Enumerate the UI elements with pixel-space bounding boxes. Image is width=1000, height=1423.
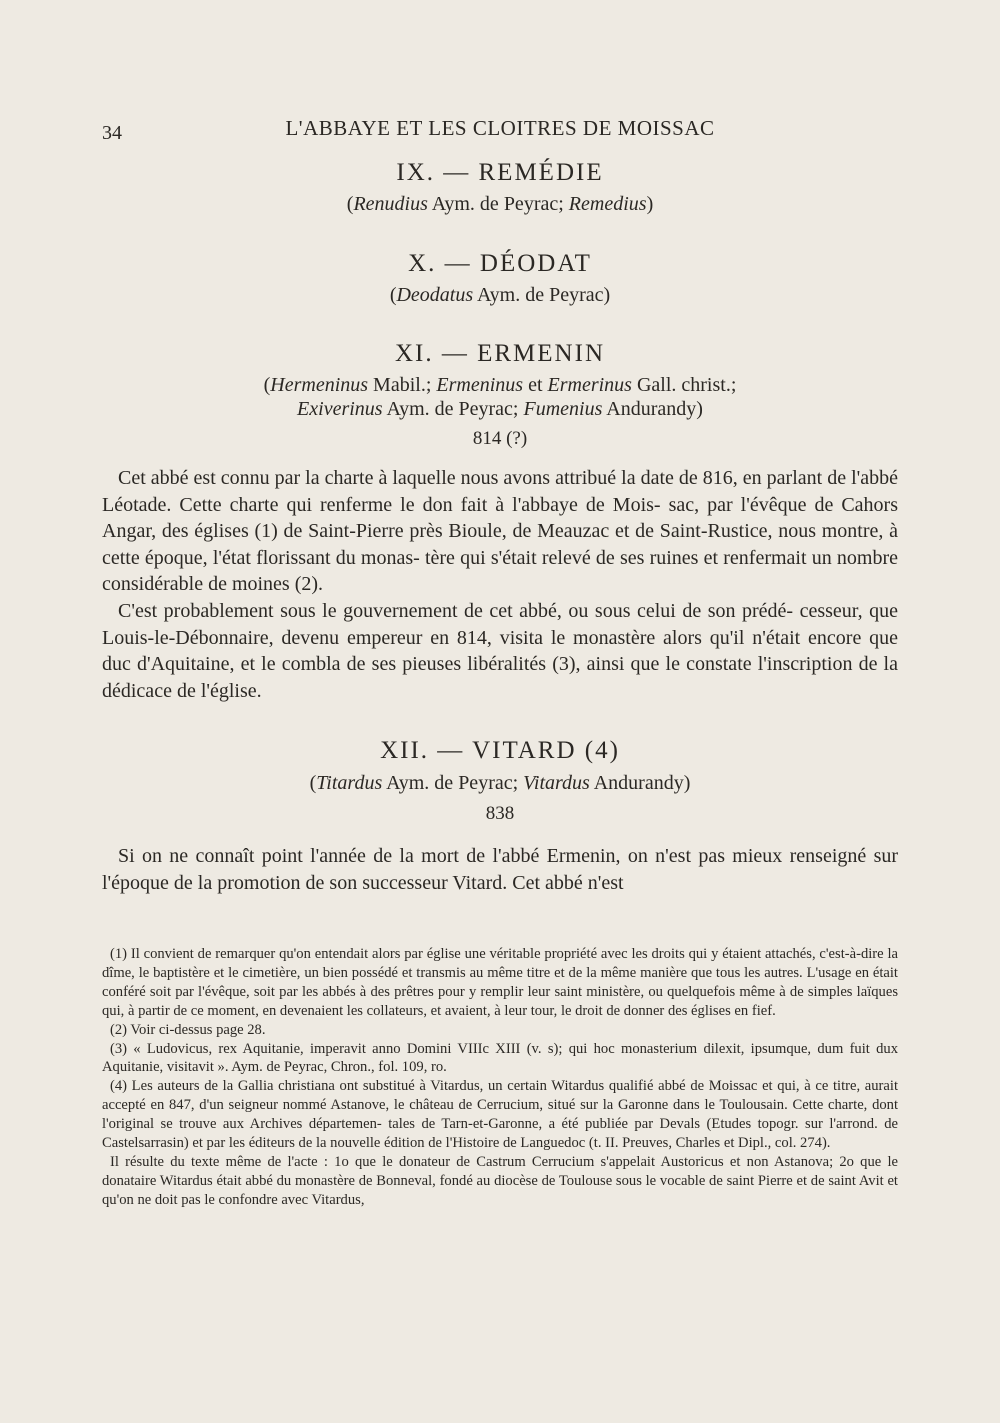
paragraph-xi	[102, 465, 898, 704]
footnote-3: (3) « Ludovicus, rex Aquitanie, imperavit anno Domini VIIIc XIII (v. s); qui hoc monasterium dilexit, ipsumque, dum fuit dux Aquitanie, visitavit ». Aym. de Peyrac, Chron., fol. 109, ro.	[102, 1040, 899, 1076]
footnote-1: (1) Il convient de remarquer qu'on entendait alors par église une véritable propriété avec les droits qui y étaient attachés, c'est-à-dire la dîme, le baptistère et le cimetière, un bien possédé et transmis au même titre et de la même manière que tous les autres. L'usage en était conféré soit par l'évêque, soit par les abbés à des prêtres pour y remplir leur saint ministère, ou quelquefois même à de simples laïques qui, à partir de ce moment, en devenaient les collateurs, et avaient, à leur tour, le droit de donner des églises en fief.	[102, 946, 899, 1019]
section-date-xi: 814 (?)	[472, 428, 528, 449]
paragraph-xii	[102, 843, 898, 896]
text-line: renseigné sur l'époque de la promotion de son successeur Vitard. Cet abbé n'est	[102, 845, 899, 894]
text-line: Meauzac et de Saint-Rustice, nous montre, à cette époque, l'état florissant du monas-	[102, 520, 898, 569]
section-heading-xii: XII. — VITARD (4)	[380, 737, 620, 764]
page-number: 34	[102, 122, 122, 144]
section-heading-x: X. — DÉODAT	[408, 250, 592, 277]
text-line: ainsi que le constate l'inscription de la dédicace de l'église.	[102, 653, 898, 702]
text-line: parlant de l'abbé Léotade. Cette charte qui renferme le don fait à l'abbaye de Mois-	[102, 467, 898, 516]
section-heading-xi: XI. — ERMENIN	[394, 340, 605, 367]
section-heading-ix: IX. — REMÉDIE	[396, 159, 604, 186]
section-date-xii: 838	[485, 803, 515, 824]
section-sources-ix: (Renudius Aym. de Peyrac; Remedius)	[346, 193, 654, 215]
footnote-2: (2) Voir ci-dessus page 28.	[110, 1021, 266, 1038]
text-line: Si on ne connaît point l'année de la mort de l'abbé Ermenin, on n'est pas mieux	[118, 845, 783, 867]
text-line: sac, par l'évêque de Cahors Angar, des églises (1) de Saint-Pierre près Bioule, de	[102, 493, 898, 543]
text-line: tère qui s'était relevé de ses ruines et renfermait un nombre considérable de moines (2).	[102, 546, 898, 596]
footnote-4: (4) Les auteurs de la Gallia christiana ont substitué à Vitardus, un certain Witardus qualifié abbé de Moissac et qui, à ce titre, aurait accepté en 847, d'un seigneur nommé Astanove, le château de Cerrucium, situé sur la Garonne dans le Toulousain. Cette charte, dont l'original se trouve aux Archives départemen- tales de Tarn-et-Garonne, a été publiée par Devals (Etudes topogr. sur l'arrond. de Castelsarrasin) et par les éditeurs de la nouvelle édition de l'Histoire de Languedoc (t. II. Preuves, Charles et Dipl., col. 274). Il résulte du texte même de l'acte : 1o que le donateur de Castrum Cerrucium s'appelait Austoricus et non Astanova; 2o que le donataire Witardus était abbé du monastère de Bonneval, fondé au diocèse de Toulouse sous le vocable de saint Pierre et de saint Avit et qu'on ne doit pas le confondre avec Vitardus,	[102, 1078, 899, 1208]
running-header	[0, 116, 1000, 146]
text-line: qu'il n'était encore que duc d'Aquitaine, et le combla de ses pieuses libéralités (3),	[102, 626, 898, 676]
section-sources-xi-line2: Exiverinus Aym. de Peyrac; Fumenius Andurandy)	[297, 398, 703, 420]
section-sources-xii: (Titardus Aym. de Peyrac; Vitardus Andurandy)	[309, 772, 691, 794]
section-sources-x: (Deodatus Aym. de Peyrac)	[389, 284, 611, 306]
text-line: cesseur, que Louis-le-Débonnaire, devenu empereur en 814, visita le monastère alors	[102, 599, 899, 649]
footnotes	[102, 945, 898, 1210]
text-line: Cet abbé est connu par la charte à laquelle nous avons attribué la date de 816, en	[118, 467, 762, 489]
running-title: L'ABBAYE ET LES CLOITRES DE MOISSAC	[285, 116, 715, 140]
section-sources-xi-line1: (Hermeninus Mabil.; Ermeninus et Ermerinus Gall. christ.;	[263, 374, 737, 396]
text-line: C'est probablement sous le gouvernement de cet abbé, ou sous celui de son prédé-	[118, 599, 794, 622]
